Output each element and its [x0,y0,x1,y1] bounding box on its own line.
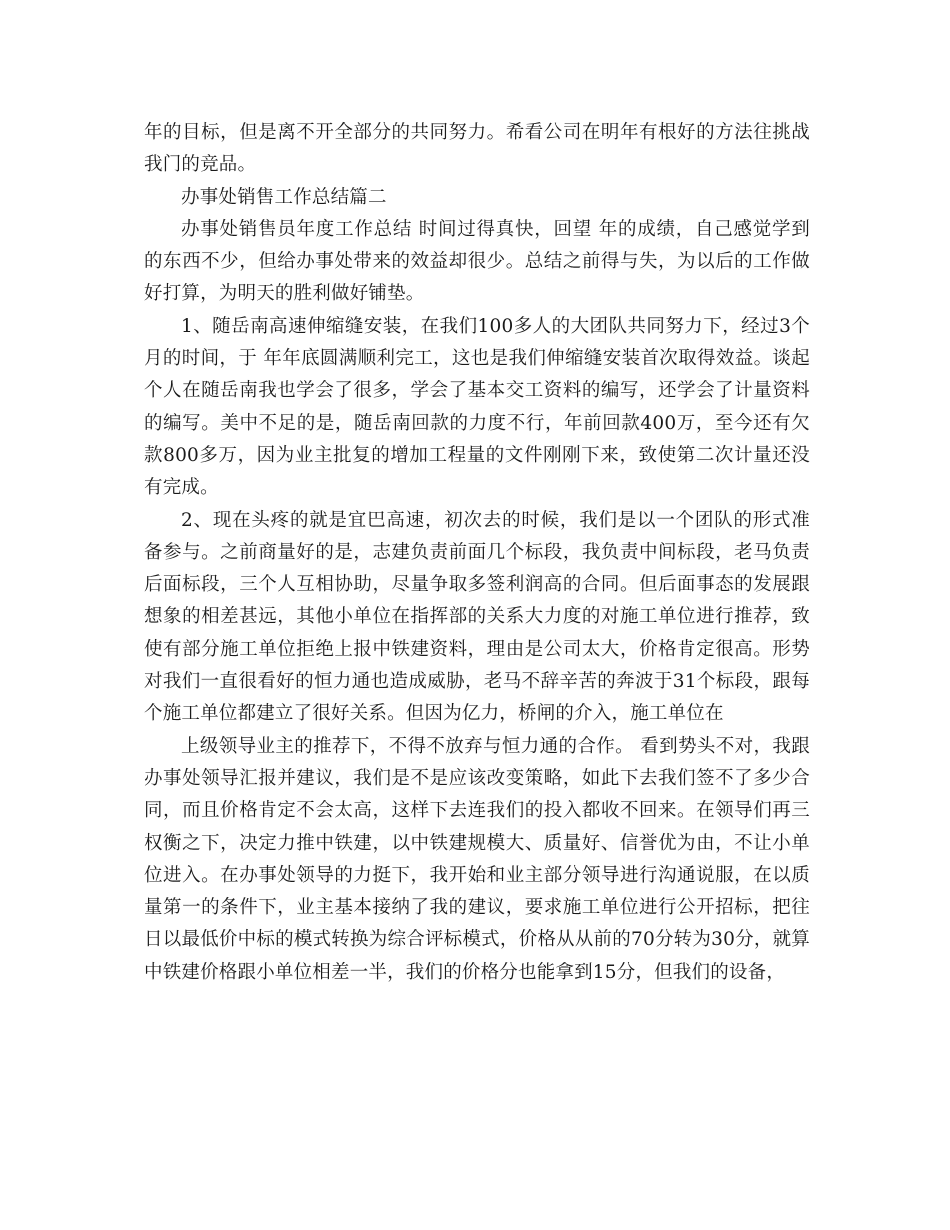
paragraph-item-2: 2、现在头疼的就是宜巴高速，初次去的时候，我们是以一个团队的形式准备参与。之前商量好的是，志建负责前面几个标段，我负责中间标段，老马负责后面标段，三个人互相协助，尽量争取多签利润高的合同。但后面事态的发展跟想象的相差甚远，其他小单位在指挥部的关系大力度的对施工单位进行推荐，致使有部分施工单位拒绝上报中铁建资料，理由是公司太大，价格肯定很高。形势对我们一直很看好的恒力通也造成威胁，老马不辞辛苦的奔波于31个标段，跟每个施工单位都建立了很好关系。但因为亿力，桥闸的介入，施工单位在 [144,509,810,725]
paragraph-item-1: 1、随岳南高速伸缩缝安装，在我们100多人的大团队共同努力下，经过3个月的时间，于 年年底圆满顺利完工，这也是我们伸缩缝安装首次取得效益。谈起个人在随岳南我也学会了很多，学会了基本交工资料的编写，还学会了计量资料的编写。美中不足的是，随岳南回款的力度不行，年前回款400万，至今还有欠款800多万，因为业主批复的增加工程量的文件刚刚下来，致使第二次计量还没有完成。 [144,315,810,499]
paragraph-summary: 办事处销售员年度工作总结 时间过得真快，回望 年的成绩，自己感觉学到的东西不少，但给办事处带来的效益却很少。总结之前得与失，为以后的工作做好打算，为明天的胜利做好铺垫。 [144,218,810,305]
document-page [144,117,810,989]
paragraph-intro-continuation: 年的目标，但是离不开全部分的共同努力。希看公司在明年有根好的方法往挑战我门的竞品。 [144,122,810,176]
paragraph-item-2-continued: 上级领导业主的推荐下，不得不放弃与恒力通的合作。 看到势头不对，我跟办事处领导汇报并建议，我们是不是应该改变策略，如此下去我们签不了多少合同，而且价格肯定不会太高，这样下去连我们的投入都收不回来。在领导们再三权衡之下，决定力推中铁建，以中铁建规模大、质量好、信誉优为由，不让小单位进入。在办事处领导的力挺下，我开始和业主部分领导进行沟通说服，在以质量第一的条件下，业主基本接纳了我的建议，要求施工单位进行公开招标，把往日以最低价中标的模式转换为综合评标模式，价格从从前的70分转为30分，就算中铁建价格跟小单位相差一半，我们的价格分也能拿到15分，但我们的设备， [144,735,810,983]
section-heading: 办事处销售工作总结篇二 [181,186,387,208]
